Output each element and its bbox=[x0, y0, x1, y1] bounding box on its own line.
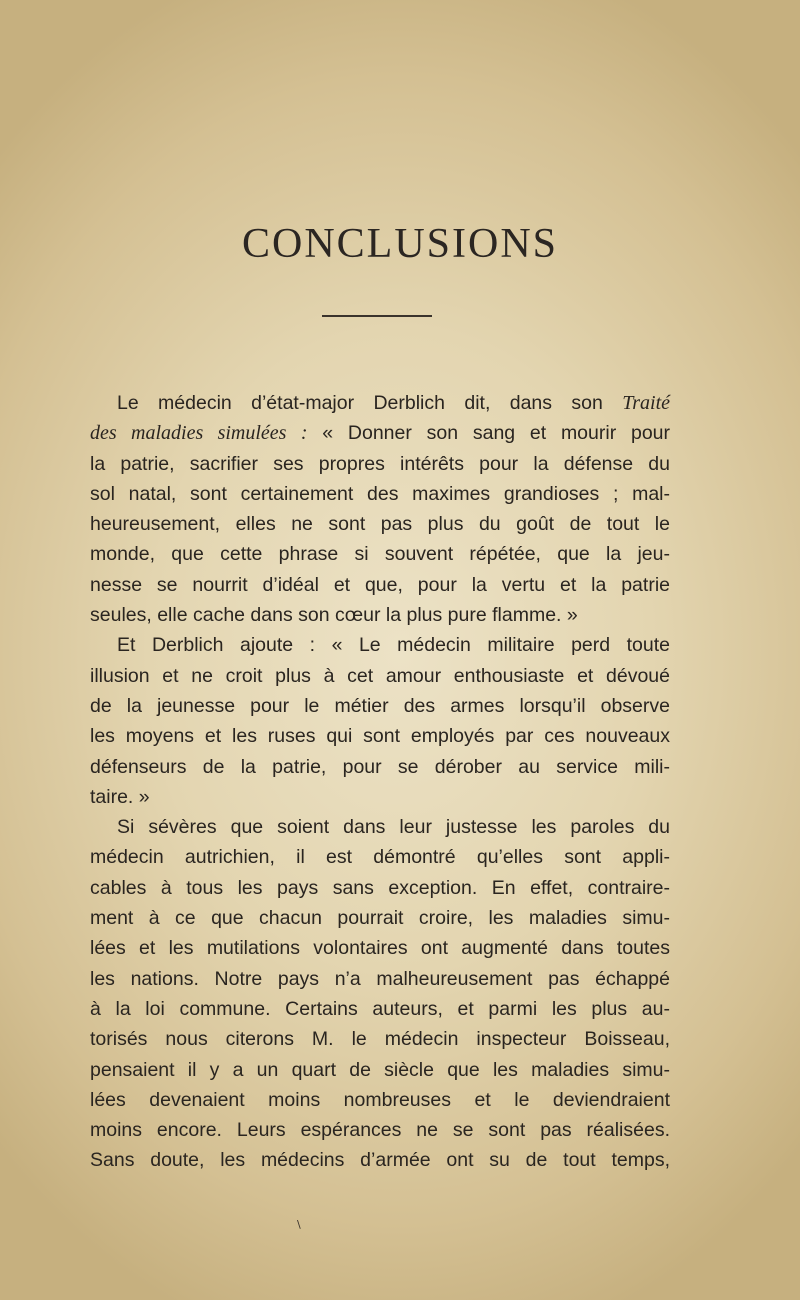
text-line bbox=[90, 994, 670, 1024]
bottom-mark: \ bbox=[297, 1218, 301, 1231]
text-line bbox=[90, 479, 670, 509]
text-segment: à la loi commune. Certains auteurs, et parmi les plus au- bbox=[90, 997, 670, 1020]
text-segment: lées et les mutilations volontaires ont augmenté dans toutes bbox=[90, 937, 670, 960]
text-segment: médecin autrichien, il est démontré qu’elles sont appli- bbox=[90, 846, 670, 869]
text-line bbox=[90, 1115, 670, 1145]
text-line bbox=[90, 933, 670, 963]
text-segment: Sans doute, les médecins d’armée ont su de tout temps, bbox=[90, 1149, 670, 1172]
text-segment: monde, que cette phrase si souvent répétée, que la jeu- bbox=[90, 543, 670, 566]
text-line bbox=[90, 812, 670, 842]
text-segment: seules, elle cache dans son cœur la plus pure flamme. » bbox=[90, 604, 578, 627]
text-segment: pensaient il y a un quart de siècle que les maladies simu- bbox=[90, 1058, 670, 1081]
text-line bbox=[90, 388, 670, 418]
text-segment: sol natal, sont certainement des maximes grandioses ; mal- bbox=[90, 482, 670, 505]
text-line bbox=[90, 1085, 670, 1115]
text-line bbox=[90, 449, 670, 479]
text-line bbox=[90, 570, 670, 600]
text-line bbox=[90, 721, 670, 751]
text-line bbox=[90, 509, 670, 539]
text-segment: les nations. Notre pays n’a malheureusement pas échappé bbox=[90, 967, 670, 990]
text-segment: « Donner son sang et mourir pour bbox=[307, 422, 670, 445]
text-line bbox=[90, 600, 670, 630]
text-line bbox=[90, 1024, 670, 1054]
text-segment: Le médecin d’état-major Derblich dit, dans son bbox=[117, 392, 623, 414]
text-line bbox=[90, 752, 670, 782]
text-line bbox=[90, 418, 670, 448]
text-line bbox=[90, 842, 670, 872]
italic-title: Traité bbox=[622, 392, 670, 414]
text-line bbox=[90, 964, 670, 994]
text-line bbox=[90, 873, 670, 903]
text-segment: taire. » bbox=[90, 785, 150, 808]
text-line bbox=[90, 630, 670, 660]
chapter-title: CONCLUSIONS bbox=[241, 221, 559, 267]
text-segment: les moyens et les ruses qui sont employés par ces nouveaux bbox=[90, 725, 670, 748]
text-line bbox=[90, 1145, 670, 1175]
text-segment: cables à tous les pays sans exception. En effet, contraire- bbox=[90, 876, 670, 899]
text-segment: nesse se nourrit d’idéal et que, pour la vertu et la patrie bbox=[90, 573, 670, 596]
text-segment: lées devenaient moins nombreuses et le deviendraient bbox=[90, 1088, 670, 1111]
text-segment: moins encore. Leurs espérances ne se sont pas réalisées. bbox=[90, 1119, 670, 1142]
text-segment: la patrie, sacrifier ses propres intérêts pour la défense du bbox=[90, 452, 670, 475]
italic-title: des maladies simulées : bbox=[90, 422, 308, 445]
text-segment: Et Derblich ajoute : « Le médecin militaire perd toute bbox=[117, 634, 670, 657]
text-segment: heureusement, elles ne sont pas plus du goût de tout le bbox=[90, 513, 670, 536]
text-line bbox=[90, 691, 670, 721]
body-text bbox=[90, 388, 670, 1176]
title-divider bbox=[322, 315, 432, 317]
text-line bbox=[90, 782, 670, 812]
text-line bbox=[90, 1055, 670, 1085]
text-line bbox=[90, 903, 670, 933]
text-segment: torisés nous citerons M. le médecin inspecteur Boisseau, bbox=[90, 1028, 670, 1051]
text-segment: défenseurs de la patrie, pour se dérober au service mili- bbox=[90, 755, 670, 778]
text-segment: illusion et ne croit plus à cet amour enthousiaste et dévoué bbox=[90, 664, 670, 687]
text-segment: de la jeunesse pour le métier des armes lorsqu’il observe bbox=[90, 694, 670, 717]
text-line bbox=[90, 661, 670, 691]
text-segment: Si sévères que soient dans leur justesse les paroles du bbox=[117, 816, 670, 839]
text-segment: ment à ce que chacun pourrait croire, les maladies simu- bbox=[90, 907, 670, 930]
text-line bbox=[90, 539, 670, 569]
